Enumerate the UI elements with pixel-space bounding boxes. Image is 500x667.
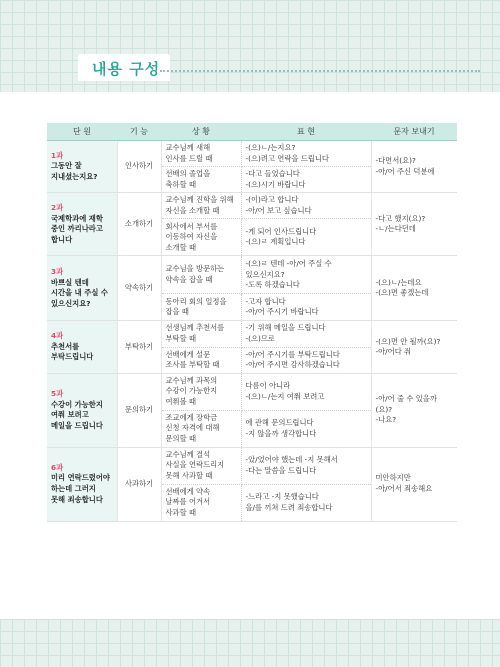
expression-cell: [241, 347, 371, 373]
function-cell: 소개하기: [117, 193, 161, 256]
situation-line: 교수님께 진학을 위해: [165, 195, 234, 205]
expression-line: -아/어 주시기를 부탁드립니다: [245, 349, 340, 359]
expression-line: -(으)ㄹ 계획입니다: [245, 237, 306, 247]
message-cell: [371, 373, 457, 447]
expression-cell: [241, 193, 371, 219]
expression-line: -아/어 주시면 감사하겠습니다: [245, 360, 340, 370]
expression-line: -았/었어야 했는데 -지 못해서: [245, 454, 338, 464]
situation-line: 문의할 때: [165, 433, 197, 443]
unit-title-line: 바쁘실 텐데: [51, 277, 89, 287]
situation-cell: [161, 141, 241, 167]
unit-title-line: 지내셨는지요?: [51, 171, 98, 181]
expression-cell: [241, 294, 371, 321]
function-cell: 사과하기: [117, 447, 161, 521]
situation-line: 조사를 부탁할 때: [165, 360, 220, 370]
header-unit: 단 원: [47, 123, 117, 141]
title-dotted-rule: [160, 70, 480, 72]
message-line: -(으)면 좋겠는데: [375, 288, 429, 298]
section-title-tab: [78, 54, 170, 81]
message-line: -아/어다 줘: [375, 347, 412, 357]
situation-cell: [161, 373, 241, 410]
expression-line: -지 않을까 생각합니다: [245, 428, 317, 438]
unit-number: 2과: [51, 203, 64, 213]
unit-title-line: 여쭤 보려고: [51, 410, 89, 420]
expression-line: -다고 들었습니다: [245, 169, 300, 179]
function-cell: 부탁하기: [117, 321, 161, 373]
message-line: -아/어서 죄송해요: [375, 484, 433, 494]
situation-line: 동아리 회의 일정을: [165, 296, 227, 306]
expression-line: 있으신지요?: [245, 269, 285, 279]
unit-title-line: 메일을 드립니다: [51, 420, 103, 430]
expression-line: -고자 합니다: [245, 296, 286, 306]
situation-line: 자신을 소개할 때: [165, 205, 220, 215]
expression-line: -느라고 -지 못했습니다: [245, 491, 319, 501]
expression-cell: [241, 167, 371, 193]
header-function: 기 능: [117, 123, 161, 141]
unit-number: 5과: [51, 388, 64, 398]
header-message: 문자 보내기: [371, 123, 457, 141]
unit-title-line: 미리 연락드렸어야: [51, 473, 110, 483]
situation-line: 선배에게 설문: [165, 349, 211, 359]
expression-line: -아/어 주시기 바랍니다: [245, 307, 319, 317]
situation-line: 축하할 때: [165, 179, 197, 189]
expression-cell: [241, 141, 371, 167]
situation-line: 선배의 졸업을: [165, 169, 211, 179]
situation-cell: [161, 294, 241, 321]
table-header-row: [47, 123, 457, 141]
expression-line: 다름이 아니라: [245, 381, 291, 391]
expression-line: -도록 하겠습니다: [245, 280, 300, 290]
unit-cell: [47, 321, 117, 373]
situation-line: 교수님께 과목의: [165, 375, 218, 385]
unit-cell: [47, 193, 117, 256]
situation-cell: [161, 484, 241, 521]
unit-title-line: 시간을 내 주실 수: [51, 288, 108, 298]
expression-cell: [241, 373, 371, 410]
unit-title-line: 중인 까리나라고: [51, 224, 103, 234]
situation-line: 못해 사과할 때: [165, 470, 213, 480]
expression-line: -게 되어 인사드립니다: [245, 226, 317, 236]
top-grid-band: [0, 0, 500, 92]
table-row: [47, 141, 457, 167]
situation-line: 이동하여 자신을: [165, 232, 218, 242]
expression-line: -(으)ㄴ/는지요?: [245, 143, 296, 152]
situation-line: 사실을 연락드리지: [165, 460, 225, 470]
expression-line: -다는 말씀을 드립니다: [245, 465, 317, 475]
situation-line: 교수님께 새해: [165, 143, 211, 152]
expression-line: 을/를 끼쳐 드려 죄송합니다: [245, 502, 333, 512]
message-line: -다면서(요)?: [375, 156, 416, 166]
expression-line: -(으)시기 바랍니다: [245, 179, 306, 189]
message-line: 미안하지만: [375, 473, 411, 483]
unit-title-line: 수강이 가능한지: [51, 399, 103, 409]
message-line: -(으)면 안 될까(요)?: [375, 336, 441, 346]
message-line: -다고 했지(요)?: [375, 213, 426, 223]
situation-cell: [161, 347, 241, 373]
expression-cell: [241, 484, 371, 521]
message-line: -ㄴ/는다던데: [375, 224, 416, 234]
situation-cell: [161, 256, 241, 294]
message-cell: [371, 193, 457, 256]
situation-line: 선생님께 추천서를: [165, 323, 225, 333]
unit-number: 3과: [51, 267, 64, 277]
expression-cell: [241, 410, 371, 447]
unit-title-line: 합니다: [51, 234, 73, 244]
message-cell: [371, 256, 457, 321]
message-cell: [371, 447, 457, 521]
expression-cell: [241, 321, 371, 347]
situation-line: 약속을 잡을 때: [165, 274, 213, 284]
message-line: -아/어 주신 덕분에: [375, 166, 435, 176]
message-line: -아/어 줄 수 있을까(요)?: [375, 394, 437, 414]
situation-line: 신청 자격에 대해: [165, 423, 220, 433]
expression-line: -(으)므로: [245, 334, 275, 344]
unit-number: 1과: [51, 150, 64, 160]
expression-line: -기 위해 메일을 드립니다: [245, 323, 326, 333]
unit-number: 6과: [51, 462, 64, 472]
message-line: -나요?: [375, 415, 397, 425]
unit-title-line: 추천서를: [51, 341, 80, 351]
situation-line: 인사를 드릴 때: [165, 153, 213, 163]
unit-number: 4과: [51, 331, 64, 341]
expression-line: -(으)ㄴ/는지 여쭤 보려고: [245, 391, 325, 401]
table-row: [47, 447, 457, 484]
message-line: -(으)ㄴ/는데요: [375, 277, 422, 287]
expression-line: -(으)ㄹ 텐데 -아/어 주실 수: [245, 259, 332, 269]
situation-cell: [161, 410, 241, 447]
header-situation: 상 황: [161, 123, 241, 141]
table-row: [47, 373, 457, 410]
situation-line: 여쭤볼 때: [165, 397, 197, 407]
function-cell: 약속하기: [117, 256, 161, 321]
situation-line: 잡을 때: [165, 307, 189, 317]
expression-line: -(으)려고 연락을 드립니다: [245, 153, 329, 163]
unit-title-line: 국제학과에 재학: [51, 213, 103, 223]
table-row: [47, 193, 457, 219]
expression-cell: [241, 447, 371, 484]
expression-line: -아/어 보고 싶습니다: [245, 205, 312, 215]
situation-cell: [161, 193, 241, 219]
unit-title-line: 못해 죄송합니다: [51, 494, 103, 504]
situation-line: 수강이 가능한지: [165, 386, 218, 396]
function-cell: 문의하기: [117, 373, 161, 447]
table-row: [47, 321, 457, 347]
table-row: [47, 256, 457, 294]
unit-cell: [47, 141, 117, 193]
unit-cell: [47, 256, 117, 321]
situation-cell: [161, 447, 241, 484]
expression-cell: [241, 256, 371, 294]
situation-cell: [161, 167, 241, 193]
unit-title-line: 있으신지요?: [51, 299, 91, 309]
message-cell: [371, 141, 457, 193]
situation-line: 교수님을 방문하는: [165, 264, 225, 274]
header-expression: 표 현: [241, 123, 371, 141]
expression-line: 에 관해 문의드립니다: [245, 418, 314, 428]
table-body: [47, 141, 457, 522]
situation-line: 사과할 때: [165, 507, 197, 517]
situation-line: 부탁할 때: [165, 334, 197, 344]
unit-title-line: 부탁드립니다: [51, 352, 94, 362]
section-title: 내용 구성: [92, 60, 161, 78]
situation-line: 날짜를 어겨서: [165, 497, 211, 507]
situation-cell: [161, 219, 241, 256]
unit-cell: [47, 447, 117, 521]
situation-line: 회사에서 부서를: [165, 221, 218, 231]
expression-line: -(이)라고 합니다: [245, 195, 299, 205]
situation-line: 조교에게 장학금: [165, 412, 218, 422]
message-cell: [371, 321, 457, 373]
bottom-grid-band: [0, 619, 500, 667]
situation-cell: [161, 321, 241, 347]
unit-title-line: 하는데 그러지: [51, 484, 96, 494]
situation-line: 선배에게 약속: [165, 486, 211, 496]
unit-cell: [47, 373, 117, 447]
situation-line: 소개할 때: [165, 242, 197, 252]
situation-line: 교수님께 결석: [165, 449, 211, 459]
function-cell: 인사하기: [117, 141, 161, 193]
expression-cell: [241, 219, 371, 256]
unit-title-line: 그동안 잘: [51, 161, 82, 171]
content-table: [47, 123, 457, 522]
